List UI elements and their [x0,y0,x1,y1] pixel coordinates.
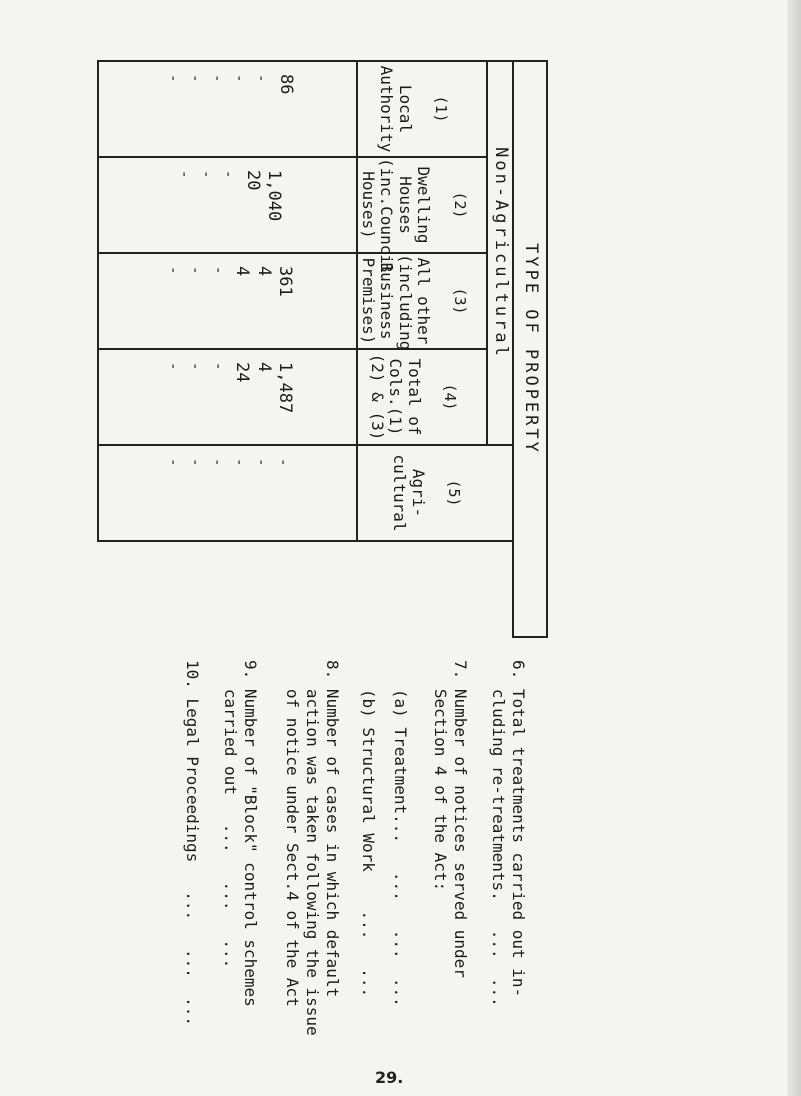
item-7-line-1: 7. Number of notices served under [451,660,470,978]
column-5-values: - - - - - - [98,445,357,541]
non-agricultural-header: Non-Agricultural [487,61,513,445]
page-edge-shadow [787,0,801,1096]
item-8-line-3: of notice under Sect.4 of the Act [283,660,302,1007]
column-1-values: 86 - - - - - [98,61,357,157]
item-7-line-2: Section 4 of the Act: [431,660,450,892]
item-8-line-2: action was taken following the issue [303,660,322,1036]
item-7b: (b) Structural Work ... ... [359,660,378,998]
item-9-line-2: carried out ... ... ... [221,660,240,969]
column-header-4: (4) Total of Cols.(1) (2) & (3) [357,349,487,445]
column-2-values: 1,040 20 - - - [98,157,357,253]
column-3-values: 361 4 4 - - - [98,253,357,349]
property-table [97,60,548,638]
item-6-line-1: 6. Total treatments carried out in- [509,660,528,998]
column-4-values: 1,487 4 24 - - - [98,349,357,445]
item-8-line-1: 8. Number of cases in which default [323,660,342,998]
item-9-line-1: 9. Number of "Block" control schemes [241,660,260,1007]
row-labels [108,660,528,1080]
page-number: 29. [375,1068,404,1087]
table-title: TYPE OF PROPERTY [513,61,547,637]
item-6-line-2: cluding re-treatments. ... ... [489,660,508,1007]
item-10: 10. Legal Proceedings ... ... ... [183,660,202,1027]
item-7a: (a) Treatment... ... ... ... [391,660,410,1007]
column-header-2: (2) Dwelling Houses (inc.Council Houses) [357,157,487,253]
column-header-1: (1) Local Authority [357,61,487,157]
rotated-content [97,60,548,1090]
column-header-5: (5) Agri- cultural [357,445,513,541]
column-header-3: (3) All other (including Business Premises) [357,253,487,349]
